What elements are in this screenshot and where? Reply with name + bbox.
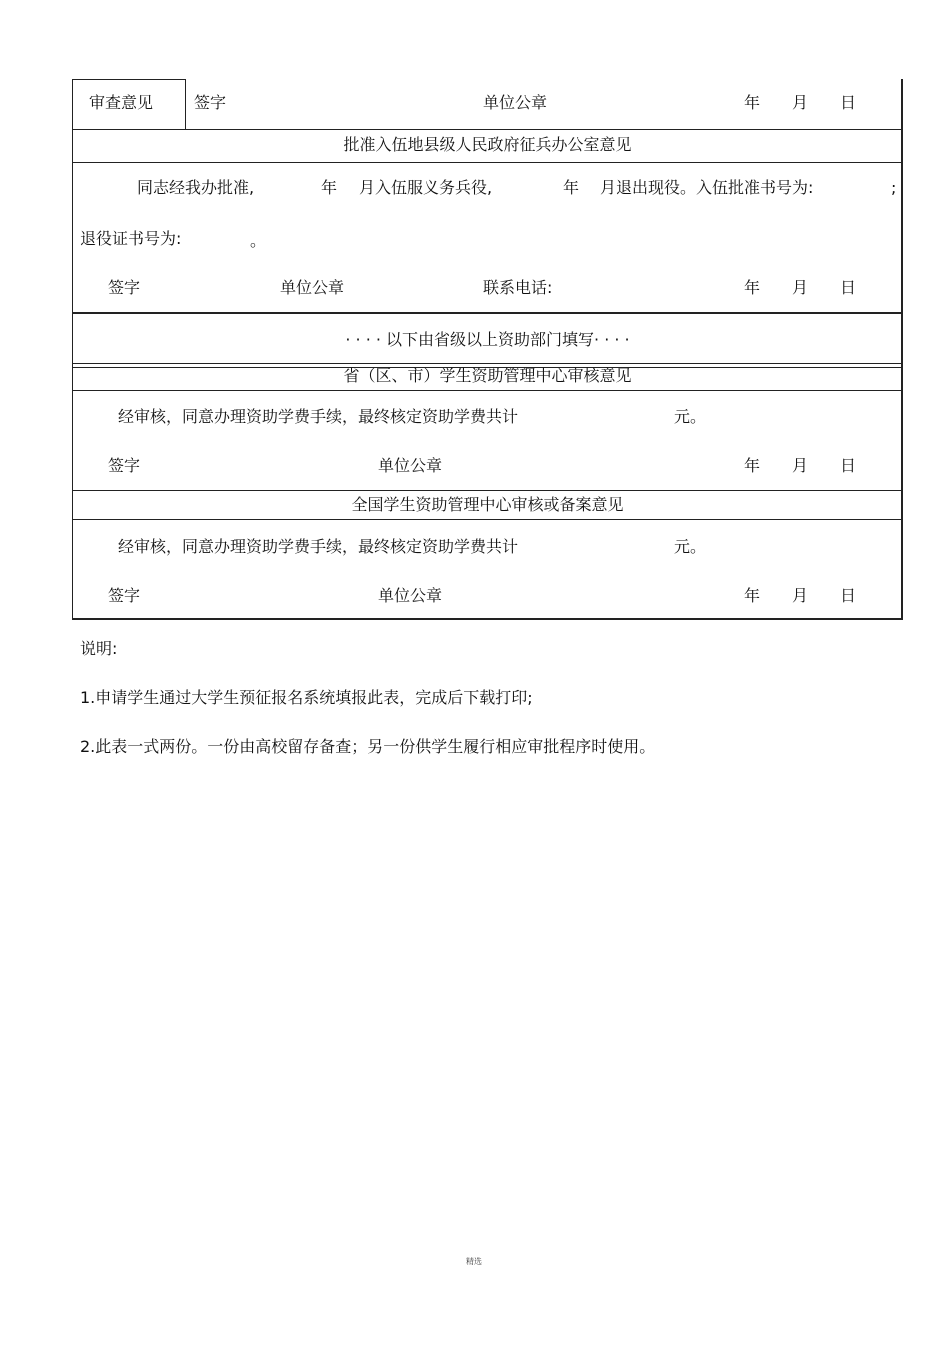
row1-day-label: 日 [840,93,857,112]
page-footer: 精选 [466,1257,482,1266]
section4-title-bottom [72,519,903,520]
row1-seal-label: 单位公章 [483,93,548,112]
section4-sign-label: 签字 [108,586,141,605]
section3-seal-label: 单位公章 [378,456,443,475]
row1-label-divider [185,79,186,130]
section3-sign-label: 签字 [108,456,141,475]
section3-unit: 元。 [674,407,707,426]
section3-bottom [72,490,903,491]
notes-heading: 说明: [80,639,118,658]
approval-text-part2: 月入伍服义务兵役, [359,178,493,197]
approval-year2: 年 [563,178,580,197]
notes-item-2: 2.此表一式两份。一份由高校留存备查；另一份供学生履行相应审批程序时使用。 [80,737,656,756]
row1-bottom-border [72,129,903,130]
row1-sign-label: 签字 [194,93,227,112]
section4-seal-label: 单位公章 [378,586,443,605]
section4-day-label: 日 [840,586,857,605]
approval-text-part3: 月退出现役。入伍批准书号为: [600,178,814,197]
section2-bottom [72,312,903,314]
section2-year-label: 年 [744,278,761,297]
review-opinion-label: 审查意见 [89,93,154,112]
section2-sign-label: 签字 [108,278,141,297]
notes-item-1: 1.申请学生通过大学生预征报名系统填报此表，完成后下载打印; [80,688,533,707]
approval-semicolon: ; [891,178,897,197]
section2-phone-label: 联系电话: [483,278,553,297]
section4-review-text: 经审核，同意办理资助学费手续，最终核定资助学费共计 [118,537,519,556]
section2-month-label: 月 [792,278,809,297]
section2-day-label: 日 [840,278,857,297]
approval-text-part1: 同志经我办批准, [137,178,255,197]
row1-top-border [72,79,185,80]
section4-month-label: 月 [792,586,809,605]
section3-year-label: 年 [744,456,761,475]
section3-title: 省（区、市）学生资助管理中心审核意见 [343,366,632,385]
provincial-note: · · · · 以下由省级以上资助部门填写· · · · [345,330,630,349]
approval-year1: 年 [321,178,338,197]
section4-unit: 元。 [674,537,707,556]
row1-month-label: 月 [792,93,809,112]
section3-title-bottom [72,390,903,391]
section3-month-label: 月 [792,456,809,475]
discharge-cert-period: 。 [250,231,267,250]
section4-year-label: 年 [744,586,761,605]
section4-title: 全国学生资助管理中心审核或备案意见 [351,495,624,514]
section3-review-text: 经审核，同意办理资助学费手续，最终核定资助学费共计 [118,407,519,426]
table-bottom-border [72,618,903,620]
row1-year-label: 年 [744,93,761,112]
section2-title: 批准入伍地县级人民政府征兵办公室意见 [343,135,632,154]
discharge-cert-label: 退役证书号为: [80,229,182,248]
section3-day-label: 日 [840,456,857,475]
section2-title-bottom [72,162,903,163]
provincial-note-bottom [72,363,903,364]
section2-seal-label: 单位公章 [280,278,345,297]
